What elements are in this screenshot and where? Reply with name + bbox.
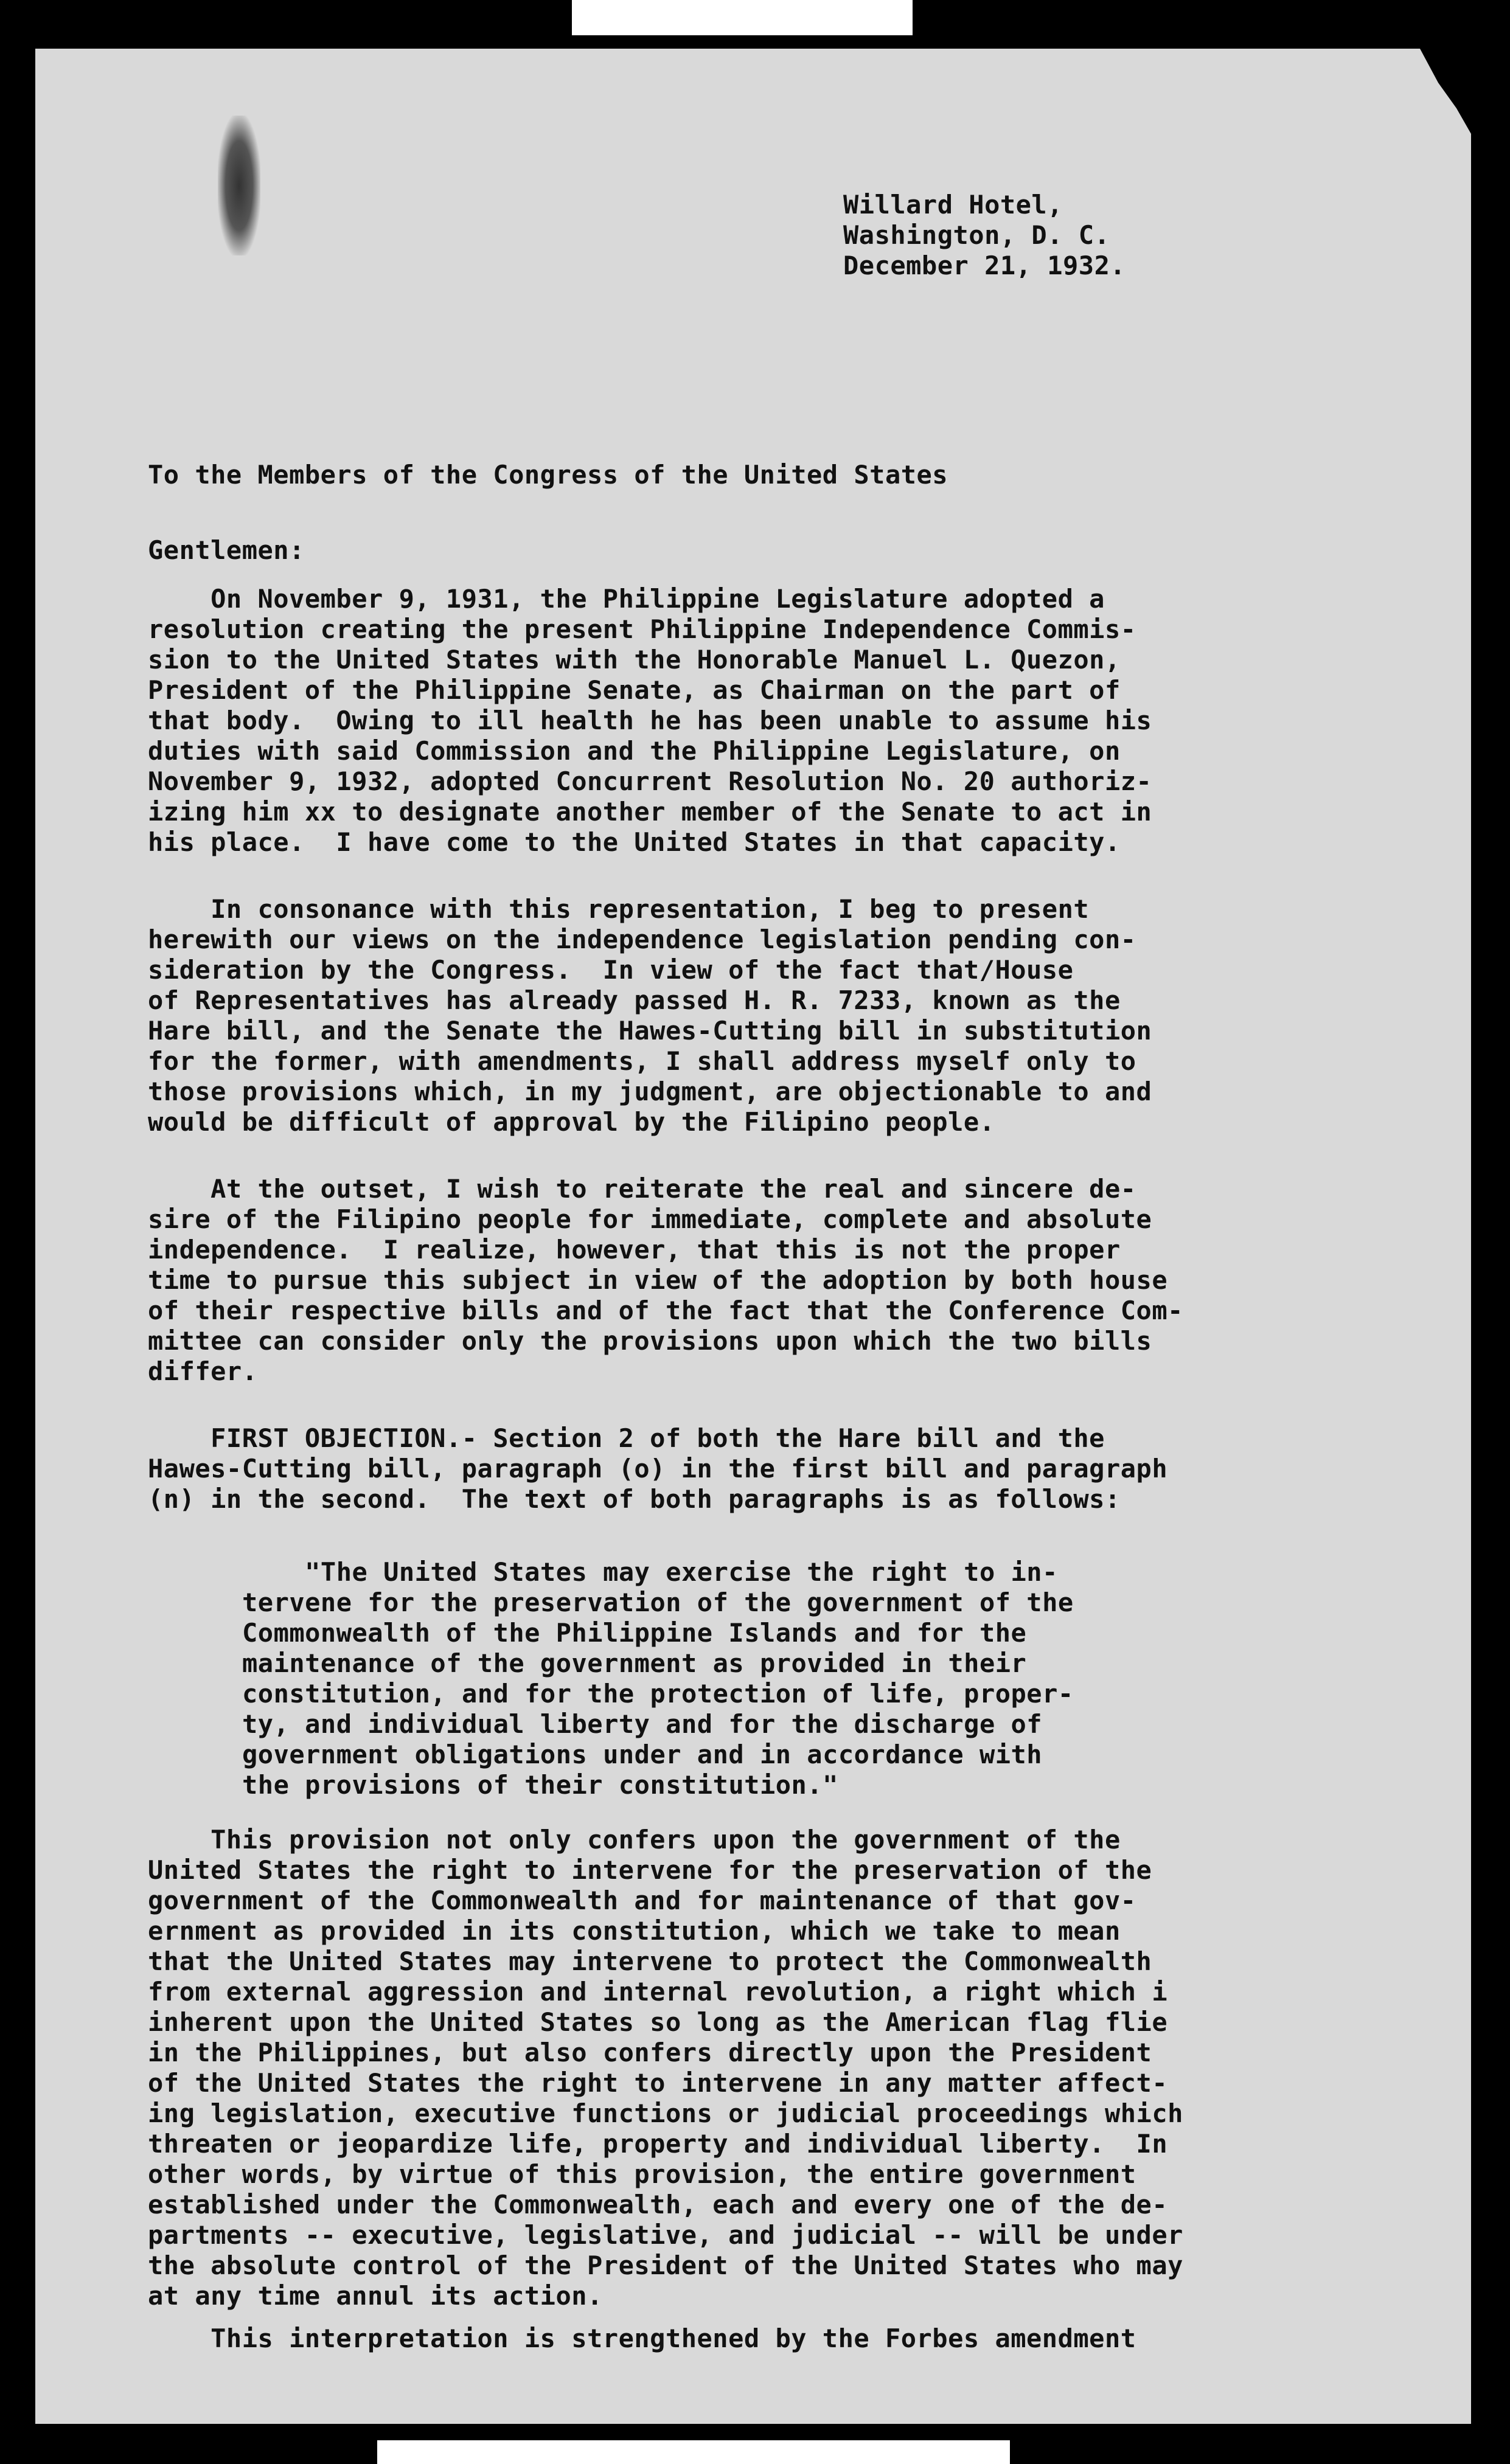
quote-line: government obligations under and in accordance with [242,1740,1043,1769]
paragraph-line: sire of the Filipino people for immediate, complete and absolute [148,1204,1152,1234]
addressee: To the Members of the Congress of the United States [148,460,948,490]
paragraph-line: November 9, 1932, adopted Concurrent Resolution No. 20 authoriz- [148,766,1152,796]
paragraph-line: would be difficult of approval by the Filipino people. [148,1107,995,1137]
paragraph-line: mittee can consider only the provisions upon which the two bills [148,1326,1152,1356]
paragraph-line: the absolute control of the President of the United States who may [148,2251,1183,2280]
letter-page [35,49,1471,2424]
paragraph-1 [148,584,1389,858]
salutation: Gentlemen: [148,535,305,565]
paragraph-line: established under the Commonwealth, each and every one of the de- [148,2190,1168,2219]
paragraph-5 [148,1825,1389,2311]
quote-line: the provisions of their constitution." [242,1770,838,1800]
paragraph-line: government of the Commonwealth and for maintenance of that gov- [148,1886,1136,1915]
paragraph-6 [148,2323,1389,2354]
paragraph-line: duties with said Commission and the Philippine Legislature, on [148,736,1121,766]
quoted-provision [242,1557,1276,1800]
paragraph-line: partments -- executive, legislative, and judicial -- will be under [148,2220,1183,2250]
paragraph-line: Hawes-Cutting bill, paragraph (o) in the first bill and paragraph [148,1454,1168,1484]
letterhead-city: Washington, D. C. [843,220,1110,250]
paragraph-line: United States the right to intervene for the preservation of the [148,1855,1152,1885]
paragraph-line: Hare bill, and the Senate the Hawes-Cutting bill in substitution [148,1016,1152,1046]
paragraph-line: threaten or jeopardize life, property and individual liberty. In [148,2129,1168,2159]
paragraph-line: of their respective bills and of the fact that the Conference Com- [148,1296,1183,1325]
paragraph-line: at any time annul its action. [148,2281,603,2311]
letterhead-date: December 21, 1932. [843,251,1126,280]
top-label-strip [572,0,913,35]
paragraph-line: time to pursue this subject in view of the adoption by both house [148,1265,1168,1295]
paragraph-line: This interpretation is strengthened by the Forbes amendment [148,2323,1136,2353]
paragraph-line: from external aggression and internal revolution, a right which i [148,1977,1168,2007]
paragraph-line: herewith our views on the independence legislation pending con- [148,925,1136,954]
paragraph-line: At the outset, I wish to reiterate the real and sincere de- [148,1174,1136,1204]
quote-line: constitution, and for the protection of life, proper- [242,1679,1074,1709]
quote-line: tervene for the preservation of the government of the [242,1588,1074,1617]
quote-line: "The United States may exercise the right to in- [242,1557,1058,1587]
letterhead [843,190,1126,281]
paragraph-line: of the United States the right to intervene in any matter affect- [148,2068,1168,2098]
paragraph-first-objection [148,1423,1389,1515]
paragraph-line: differ. [148,1356,258,1386]
paragraph-line: On November 9, 1931, the Philippine Legislature adopted a [148,584,1105,614]
paragraph-line: other words, by virtue of this provision, the entire government [148,2159,1136,2189]
paragraph-3 [148,1174,1389,1387]
paragraph-line: that the United States may intervene to protect the Commonwealth [148,1946,1152,1976]
paragraph-line: that body. Owing to ill health he has been unable to assume his [148,706,1152,735]
paragraph-line: This provision not only confers upon the government of the [148,1825,1121,1855]
paragraph-line: those provisions which, in my judgment, are objectionable to and [148,1077,1152,1106]
letterhead-hotel: Willard Hotel, [843,190,1063,220]
paragraph-line: of Representatives has already passed H. R. 7233, known as the [148,985,1121,1015]
paragraph-line: FIRST OBJECTION.- Section 2 of both the Hare bill and the [148,1423,1105,1453]
paragraph-line: In consonance with this representation, I beg to present [148,894,1090,924]
paragraph-line: (n) in the second. The text of both paragraphs is as follows: [148,1484,1121,1514]
paragraph-line: independence. I realize, however, that this is not the proper [148,1235,1121,1265]
paragraph-line: in the Philippines, but also confers directly upon the President [148,2038,1152,2067]
paragraph-line: sideration by the Congress. In view of the fact that/House [148,955,1074,985]
bottom-label-strip [377,2440,1010,2464]
paragraph-line: inherent upon the United States so long as the American flag flie [148,2007,1168,2037]
quote-line: maintenance of the government as provided in their [242,1648,1027,1678]
quote-line: ty, and individual liberty and for the discharge of [242,1709,1043,1739]
paragraph-line: for the former, with amendments, I shall address myself only to [148,1046,1136,1076]
paragraph-line: ernment as provided in its constitution, which we take to mean [148,1916,1121,1946]
paragraph-2 [148,894,1389,1137]
paragraph-line: his place. I have come to the United States in that capacity. [148,827,1121,857]
paragraph-line: President of the Philippine Senate, as Chairman on the part of [148,675,1121,705]
paragraph-line: ing legislation, executive functions or judicial proceedings which [148,2098,1183,2128]
paragraph-line: sion to the United States with the Honorable Manuel L. Quezon, [148,645,1121,675]
quote-line: Commonwealth of the Philippine Islands and for the [242,1618,1027,1648]
paragraph-line: izing him xx to designate another member of the Senate to act in [148,797,1152,827]
paragraph-line: resolution creating the present Philippine Independence Commis- [148,614,1136,644]
letter-body [35,49,1471,2424]
